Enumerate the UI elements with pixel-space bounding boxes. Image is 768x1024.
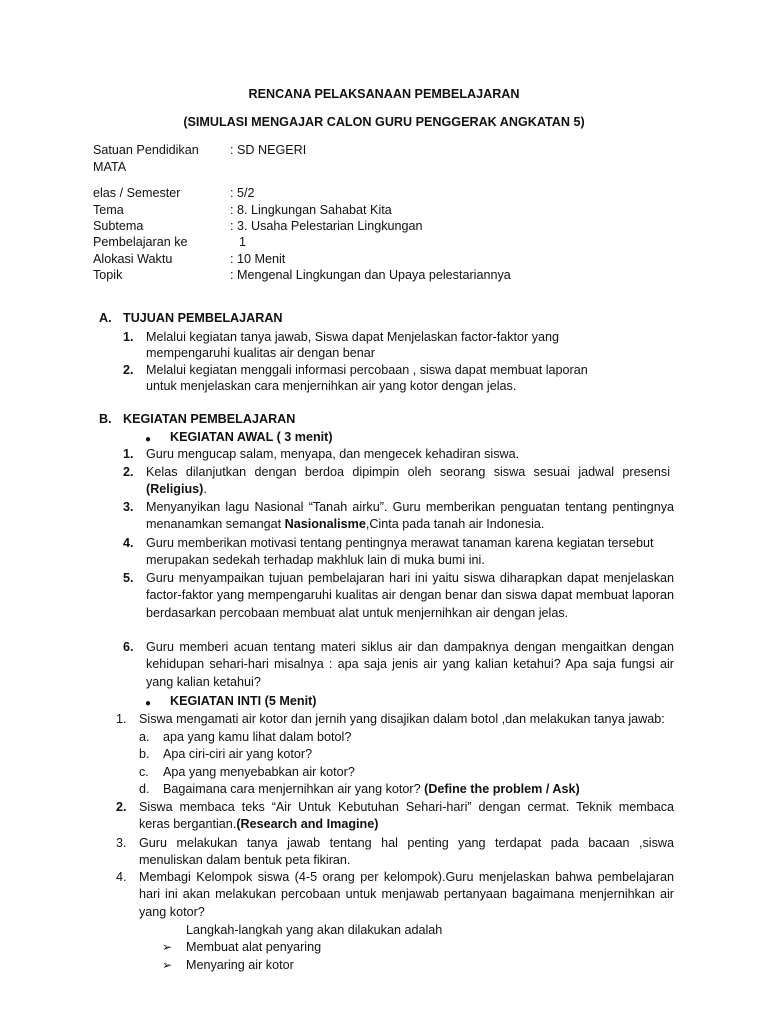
sub-item-text	[163, 781, 580, 798]
list-number: 5.	[123, 571, 134, 585]
list-item-text: mempengaruhi kualitas air dengan benar	[146, 346, 375, 360]
sub-item-text: apa yang kamu lihat dalam botol?	[163, 730, 352, 744]
identity-label: Alokasi Waktu	[93, 252, 173, 266]
identity-value: : SD NEGERI	[230, 143, 307, 157]
bullet-icon: ●	[145, 434, 152, 445]
identity-value: : 8. Lingkungan Sahabat Kita	[230, 203, 392, 217]
arrow-bullet-icon: ➢	[162, 958, 173, 972]
identity-value: : Mengenal Lingkungan dan Upaya pelestariannya	[230, 268, 511, 282]
list-item-text	[146, 499, 674, 534]
list-item-text	[146, 464, 670, 499]
list-item-text: Membagi Kelompok siswa (4-5 orang per kelompok).Guru menjelaskan bahwa pembelajaran hari ini akan melakukan percobaan untuk menjawab pertanyaan bagaimana menjernihkan air yang kotor?	[139, 870, 674, 919]
identity-value: : 3. Usaha Pelestarian Lingkungan	[230, 219, 423, 233]
list-item-text: Melalui kegiatan menggali informasi percobaan , siswa dapat membuat laporan	[146, 363, 588, 377]
identity-label: Subtema	[93, 219, 144, 233]
identity-label: Pembelajaran ke	[93, 235, 188, 249]
list-number: 1.	[116, 712, 127, 726]
section-b-letter: B.	[99, 412, 112, 426]
langkah-intro: Langkah-langkah yang akan dilakukan adalah	[186, 923, 443, 937]
step-item: Membuat alat penyaring	[186, 940, 322, 954]
sub-letter: d.	[139, 782, 150, 796]
sub-letter: b.	[139, 747, 150, 761]
identity-label: MATA	[93, 160, 127, 174]
sub-letter: c.	[139, 765, 149, 779]
identity-value: 1	[239, 235, 247, 249]
step-item: Menyaring air kotor	[186, 958, 294, 972]
list-item-text: Guru menyampaikan tujuan pembelajaran hari ini yaitu siswa diharapkan dapat menjelaskan factor-faktor yang mempengaruhi kualitas air dengan benar dan siswa dapat membuat laporan berdasarkan percobaan membuat alat untuk menjernihkan air dengan jelas.	[146, 571, 674, 620]
list-number: 3.	[116, 836, 127, 850]
list-number: 4.	[116, 870, 127, 884]
list-item-text: Siswa mengamati air kotor dan jernih yang disajikan dalam botol ,dan melakukan tanya jawab:	[139, 712, 665, 726]
document-subtitle: (SIMULASI MENGAJAR CALON GURU PENGGERAK ANGKATAN 5)	[183, 115, 585, 129]
item-tail: ,Cinta pada tanah air Indonesia.	[365, 517, 545, 532]
stage-tag: (Define the problem / Ask)	[424, 782, 580, 796]
item-text: Siswa membaca teks “Air Untuk Kebutuhan Sehari-hari” dengan cermat. Teknik membaca keras bergantian.	[139, 800, 674, 832]
identity-value: : 5/2	[230, 186, 255, 200]
list-number: 2.	[123, 363, 134, 377]
section-a-title: TUJUAN PEMBELAJARAN	[123, 311, 283, 325]
list-item-text: Guru mengucap salam, menyapa, dan mengecek kehadiran siswa.	[146, 447, 520, 461]
identity-label: Satuan Pendidikan	[93, 143, 199, 157]
list-item-text: Melalui kegiatan tanya jawab, Siswa dapat Menjelaskan factor-faktor yang	[146, 330, 560, 344]
list-number: 2.	[116, 800, 127, 814]
list-number: 4.	[123, 536, 134, 550]
sub-letter: a.	[139, 730, 150, 744]
list-item-text	[139, 799, 674, 834]
character-tag: Nasionalisme	[284, 517, 366, 532]
identity-label: Topik	[93, 268, 123, 282]
list-item-text: Guru memberikan motivasi tentang pentingnya merawat tanaman karena kegiatan tersebut merupakan sedekah terhadap makhluk lain di muka bumi ini.	[146, 536, 654, 568]
sub-item-text: Apa ciri-ciri air yang kotor?	[163, 747, 313, 761]
item-tail: .	[203, 482, 207, 497]
list-number: 6.	[123, 640, 134, 654]
list-number: 3.	[123, 500, 134, 514]
character-tag: (Religius)	[146, 482, 204, 497]
sub-item-text: Apa yang menyebabkan air kotor?	[163, 765, 355, 779]
list-item-text: untuk menjelaskan cara menjernihkan air yang kotor dengan jelas.	[146, 379, 517, 393]
list-number: 2.	[123, 465, 134, 479]
item-text: Kelas dilanjutkan dengan berdoa dipimpin oleh seorang siswa sesuai jadwal presensi	[146, 465, 670, 479]
kegiatan-awal-title: KEGIATAN AWAL ( 3 menit)	[170, 430, 333, 444]
identity-label: elas / Semester	[93, 186, 181, 200]
identity-label: Tema	[93, 203, 124, 217]
list-item-text: Guru memberi acuan tentang materi siklus air dan dampaknya dengan mengaitkan dengan kehidupan sehari-hari misalnya : apa saja jenis air yang kalian ketahui? Apa saja fungsi air yang kalian ketahui?	[146, 640, 674, 689]
section-a-letter: A.	[99, 311, 112, 325]
kegiatan-inti-title: KEGIATAN INTI (5 Menit)	[170, 694, 317, 708]
section-b-title: KEGIATAN PEMBELAJARAN	[123, 412, 296, 426]
document-title: RENCANA PELAKSANAAN PEMBELAJARAN	[248, 87, 520, 101]
item-text: Menyanyikan lagu Nasional “Tanah airku”. Guru memberikan penguatan tentang pentingnya menanamkan semangat	[146, 500, 674, 532]
item-text: Bagaimana cara menjernihkan air yang kotor?	[163, 782, 425, 796]
list-number: 1.	[123, 330, 134, 344]
stage-tag: (Research and Imagine)	[236, 817, 379, 832]
arrow-bullet-icon: ➢	[162, 940, 173, 954]
bullet-icon: ●	[145, 698, 152, 709]
list-number: 1.	[123, 447, 134, 461]
identity-value: : 10 Menit	[230, 252, 286, 266]
list-item-text: Guru melakukan tanya jawab tentang hal penting yang terdapat pada bacaan ,siswa menuliskan dalam bentuk peta fikiran.	[139, 836, 674, 868]
